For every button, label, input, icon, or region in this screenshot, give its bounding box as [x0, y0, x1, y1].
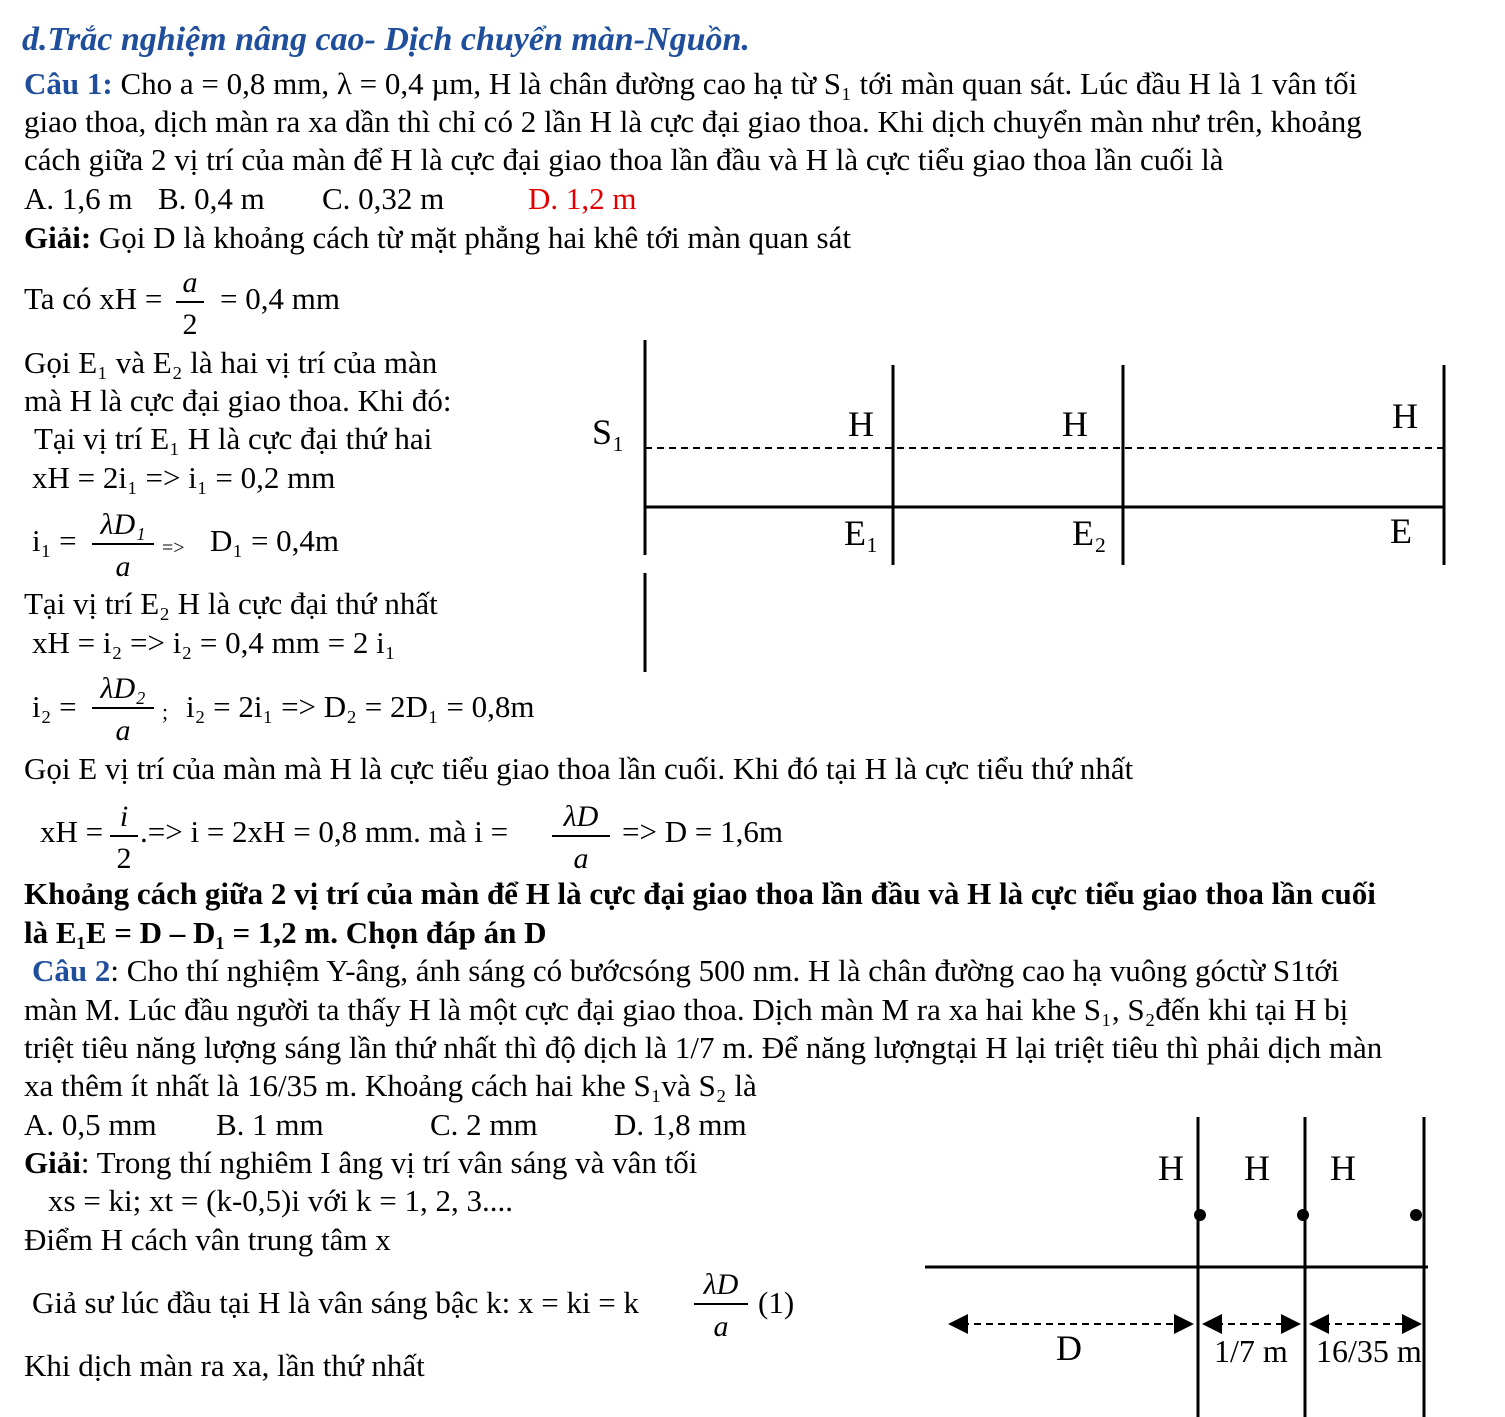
- sol1-label: Giải:: [24, 220, 92, 255]
- sol1-i1-pre: i₁ =: [32, 523, 77, 558]
- h2-label-1: H: [1158, 1148, 1184, 1188]
- q2-option-b: B. 1 mm: [216, 1107, 324, 1142]
- q2-option-c: C. 2 mm: [430, 1107, 538, 1142]
- frac-numerator: λD: [563, 800, 599, 833]
- sol1-e2-line-2: xH = i₂ => i₂ = 0,4 mm = 2 i₁: [32, 625, 396, 660]
- q2-line-3: triệt tiêu năng lượng sáng lần thứ nhất thì độ dịch là 1/7 m. Để năng lượngtại H lại triệt tiêu thì phải dịch màn: [24, 1030, 1383, 1065]
- sol1-i1-arrow: =>: [162, 537, 185, 559]
- q1-option-a: A. 1,6 m: [24, 181, 133, 216]
- sol1-i2-pre: i₂ =: [32, 689, 77, 724]
- point-h-3: [1410, 1209, 1422, 1221]
- sol1-e1-line-2: xH = 2i₁ => i₁ = 0,2 mm: [32, 460, 336, 495]
- h-label-2: H: [1062, 404, 1088, 444]
- h-label-1: H: [848, 404, 874, 444]
- q1-text-1: Cho a = 0,8 mm, λ = 0,4 µm, H là chân đường cao hạ từ S₁ tới màn quan sát. Lúc đầu H là 1 vân tối: [120, 66, 1358, 101]
- sol1-text-1: Gọi D là khoảng cách từ mặt phẳng hai khê tới màn quan sát: [98, 220, 851, 255]
- seg1-label: 1/7 m: [1214, 1333, 1288, 1369]
- s1-label: S₁: [592, 412, 625, 452]
- q1-line-3: cách giữa 2 vị trí của màn để H là cực đại giao thoa lần đầu và H là cực tiểu giao thoa lần cuối là: [24, 142, 1224, 177]
- q1-option-b: B. 0,4 m: [158, 181, 265, 216]
- sol2-line-5: Khi dịch màn ra xa, lần thứ nhất: [24, 1348, 425, 1383]
- q2-line-4: xa thêm ít nhất là 16/35 m. Khoảng cách hai khe S₁và S₂ là: [24, 1068, 757, 1103]
- d-label: D: [1056, 1328, 1082, 1368]
- frac-numerator: a: [182, 266, 198, 299]
- sol1-conclusion-1: Khoảng cách giữa 2 vị trí của màn để H là cực đại giao thoa lần đầu và H là cực tiểu giao thoa lần cuối: [24, 876, 1376, 911]
- e2-label: E₂: [1072, 513, 1107, 553]
- q2-label: Câu 2: [32, 953, 111, 988]
- sol2-line-4-post: (1): [758, 1285, 795, 1320]
- frac-denominator: a: [115, 550, 131, 583]
- sol1-e2-line-1: Tại vị trí E₂ H là cực đại thứ nhất: [24, 586, 438, 621]
- sol1-xh-pre: Ta có xH =: [24, 281, 163, 316]
- frac-numerator: λD₁: [100, 508, 146, 541]
- frac-denominator: 2: [116, 842, 132, 875]
- h2-label-2: H: [1244, 1148, 1270, 1188]
- point-h-2: [1297, 1209, 1309, 1221]
- q1-option-c: C. 0,32 m: [322, 181, 445, 216]
- sol1-i2-semicolon: ;: [162, 699, 169, 724]
- sol1-i1-post: D₁ = 0,4m: [210, 523, 340, 558]
- frac-numerator: λD₂: [100, 672, 146, 705]
- sol1-e-line-1: Gọi E₁ và E₂ là hai vị trí của màn: [24, 345, 438, 380]
- sol1-x3-post: => D = 1,6m: [622, 814, 783, 849]
- frac-denominator: a: [573, 842, 589, 875]
- q1-option-d: D. 1,2 m: [528, 181, 637, 216]
- frac-denominator: 2: [182, 308, 198, 341]
- sol2-line-4-pre: Giả sư lúc đầu tại H là vân sáng bậc k: x = ki = k: [32, 1285, 640, 1320]
- sol1-x3-mid: .=> i = 2xH = 0,8 mm. mà i =: [140, 814, 509, 849]
- sol1-i2-post: i₂ = 2i₁ => D₂ = 2D₁ = 0,8m: [186, 689, 535, 724]
- e1-label: E₁: [844, 513, 879, 553]
- q1-label: Câu 1:: [24, 66, 113, 101]
- sol2-line-3: Điểm H cách vân trung tâm x: [24, 1222, 391, 1257]
- frac-numerator: i: [119, 800, 129, 833]
- q1-line-2: giao thoa, dịch màn ra xa dần thì chỉ có 2 lần H là cực đại giao thoa. Khi dịch chuyển màn như trên, khoảng: [24, 104, 1362, 139]
- sol1-xh-post: = 0,4 mm: [220, 281, 340, 316]
- q2-option-d: D. 1,8 mm: [614, 1107, 747, 1142]
- frac-numerator: λD: [703, 1268, 739, 1301]
- h-label-3: H: [1392, 396, 1418, 436]
- point-h-1: [1194, 1209, 1206, 1221]
- sol1-e1-line-1: Tại vị trí E₁ H là cực đại thứ hai: [34, 421, 433, 456]
- q2-line-2: màn M. Lúc đầu người ta thấy H là một cực đại giao thoa. Dịch màn M ra xa hai khe S₁, S₂đến khi tại H bị: [24, 992, 1349, 1027]
- sol1-e-line-2: mà H là cực đại giao thoa. Khi đó:: [24, 383, 452, 418]
- seg2-label: 16/35 m: [1316, 1333, 1422, 1369]
- e-label: E: [1390, 511, 1412, 551]
- page-title: d.Trắc nghiệm nâng cao- Dịch chuyển màn-Nguồn.: [22, 21, 750, 58]
- frac-denominator: a: [713, 1310, 729, 1343]
- h2-label-3: H: [1330, 1148, 1356, 1188]
- q2-text-1: : Cho thí nghiệm Y-âng, ánh sáng có bướcsóng 500 nm. H là chân đường cao hạ vuông góctừ S1tới: [110, 953, 1340, 988]
- sol2-text-1: : Trong thí nghiêm I âng vị trí vân sáng và vân tối: [80, 1145, 698, 1180]
- sol2-line-2: xs = ki; xt = (k-0,5)i với k = 1, 2, 3....: [48, 1183, 513, 1218]
- sol1-e-last: Gọi E vị trí của màn mà H là cực tiểu giao thoa lần cuối. Khi đó tại H là cực tiểu thứ nhất: [24, 751, 1134, 786]
- q2-option-a: A. 0,5 mm: [24, 1107, 157, 1142]
- frac-denominator: a: [115, 714, 131, 747]
- sol1-conclusion-2: là E₁E = D – D₁ = 1,2 m. Chọn đáp án D: [24, 915, 547, 950]
- sol1-x3-pre: xH =: [40, 814, 104, 849]
- sol2-label: Giải: [24, 1145, 81, 1180]
